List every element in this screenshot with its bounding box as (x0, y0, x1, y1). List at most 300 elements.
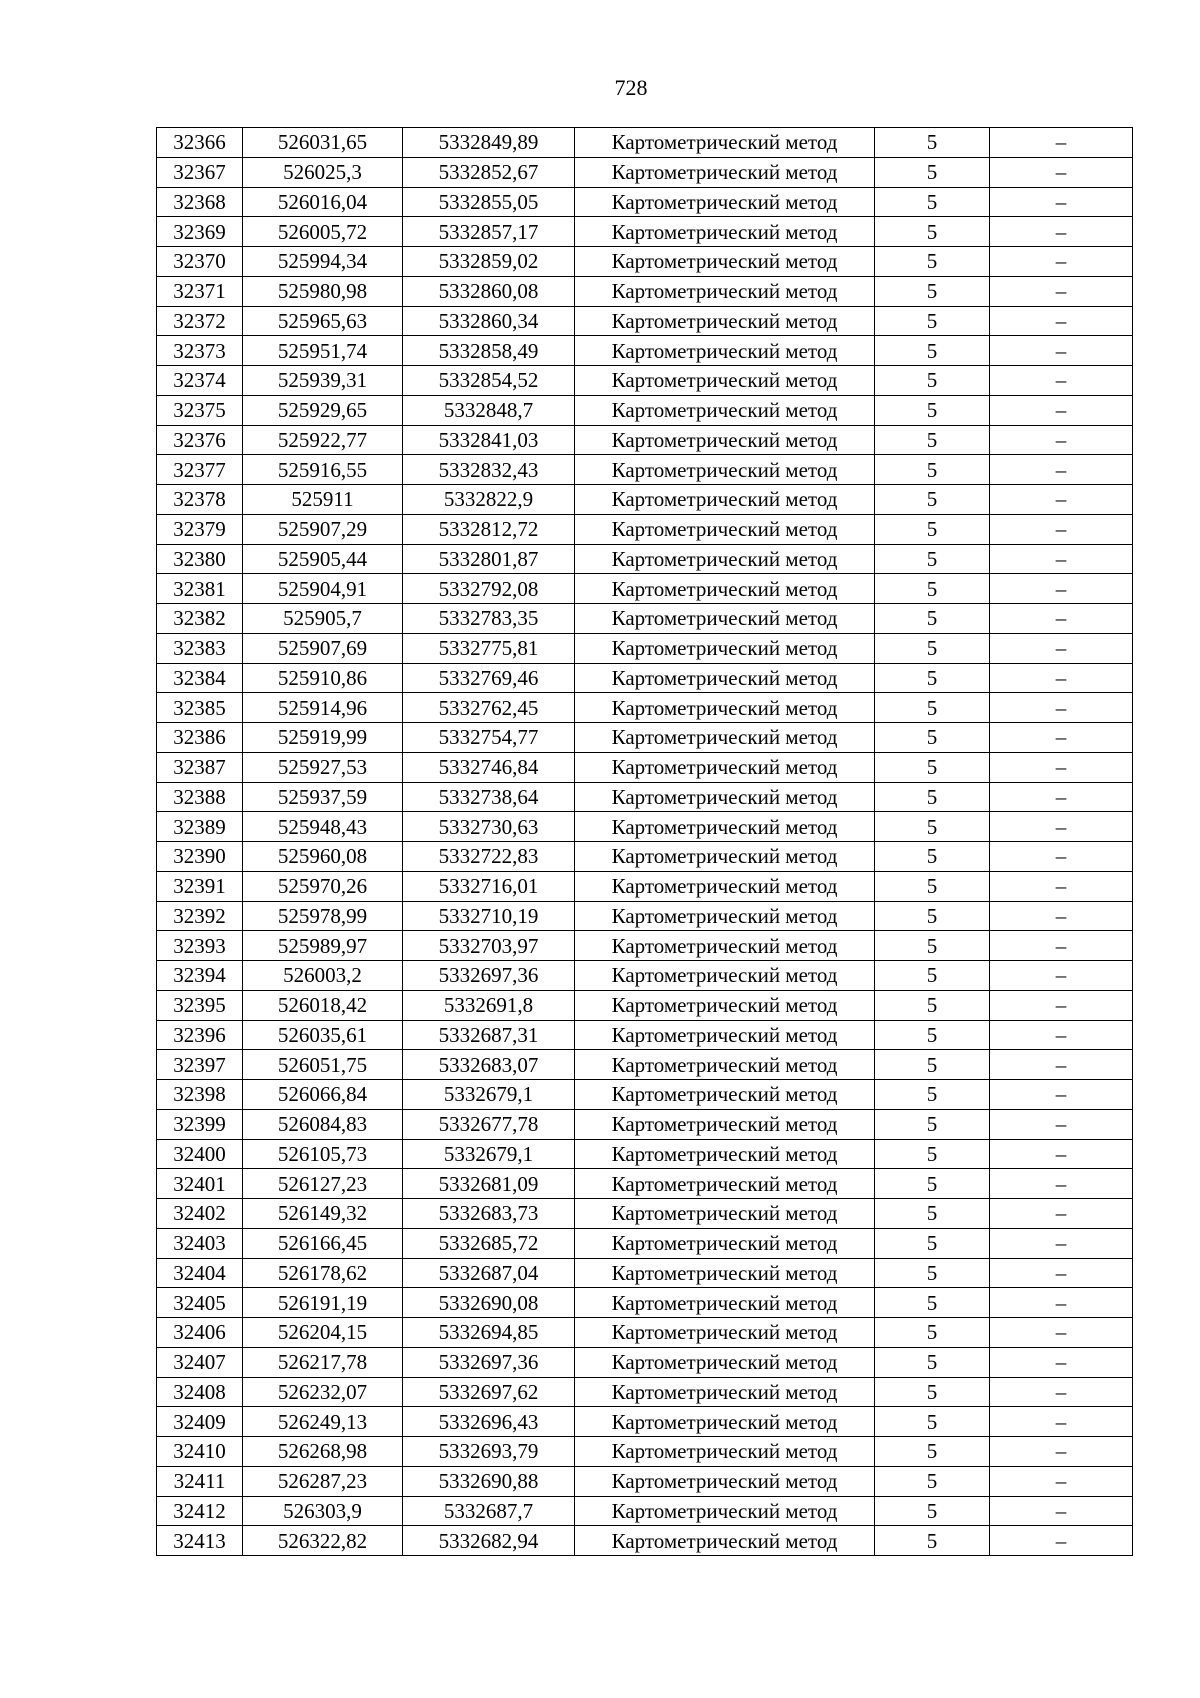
x-coordinate-cell: 525980,98 (243, 276, 403, 306)
note-cell: – (990, 1109, 1133, 1139)
y-coordinate-cell: 5332693,79 (403, 1437, 575, 1467)
method-cell: Картометрический метод (575, 574, 875, 604)
x-coordinate-cell: 526105,73 (243, 1139, 403, 1169)
y-coordinate-cell: 5332683,73 (403, 1199, 575, 1229)
y-coordinate-cell: 5332841,03 (403, 425, 575, 455)
x-coordinate-cell: 525989,97 (243, 931, 403, 961)
accuracy-cell: 5 (875, 157, 990, 187)
method-cell: Картометрический метод (575, 1437, 875, 1467)
method-cell: Картометрический метод (575, 633, 875, 663)
note-cell: – (990, 842, 1133, 872)
point-number-cell: 32407 (157, 1347, 243, 1377)
note-cell: – (990, 157, 1133, 187)
x-coordinate-cell: 526232,07 (243, 1377, 403, 1407)
note-cell: – (990, 782, 1133, 812)
x-coordinate-cell: 525907,69 (243, 633, 403, 663)
note-cell: – (990, 1020, 1133, 1050)
point-number-cell: 32413 (157, 1526, 243, 1556)
note-cell: – (990, 574, 1133, 604)
x-coordinate-cell: 526204,15 (243, 1318, 403, 1348)
note-cell: – (990, 1169, 1133, 1199)
method-cell: Картометрический метод (575, 425, 875, 455)
note-cell: – (990, 514, 1133, 544)
note-cell: – (990, 1080, 1133, 1110)
method-cell: Картометрический метод (575, 604, 875, 634)
x-coordinate-cell: 525939,31 (243, 366, 403, 396)
method-cell: Картометрический метод (575, 276, 875, 306)
x-coordinate-cell: 526031,65 (243, 128, 403, 158)
point-number-cell: 32375 (157, 395, 243, 425)
method-cell: Картометрический метод (575, 723, 875, 753)
accuracy-cell: 5 (875, 663, 990, 693)
table-row (157, 663, 1133, 693)
point-number-cell: 32392 (157, 901, 243, 931)
method-cell: Картометрический метод (575, 187, 875, 217)
accuracy-cell: 5 (875, 247, 990, 277)
y-coordinate-cell: 5332775,81 (403, 633, 575, 663)
y-coordinate-cell: 5332690,88 (403, 1466, 575, 1496)
method-cell: Картометрический метод (575, 812, 875, 842)
y-coordinate-cell: 5332852,67 (403, 157, 575, 187)
y-coordinate-cell: 5332677,78 (403, 1109, 575, 1139)
y-coordinate-cell: 5332860,34 (403, 306, 575, 336)
x-coordinate-cell: 526217,78 (243, 1347, 403, 1377)
table-row (157, 336, 1133, 366)
method-cell: Картометрический метод (575, 990, 875, 1020)
table-row (157, 425, 1133, 455)
note-cell: – (990, 1347, 1133, 1377)
method-cell: Картометрический метод (575, 336, 875, 366)
note-cell: – (990, 455, 1133, 485)
accuracy-cell: 5 (875, 752, 990, 782)
point-number-cell: 32380 (157, 544, 243, 574)
table-row (157, 633, 1133, 663)
x-coordinate-cell: 526025,3 (243, 157, 403, 187)
method-cell: Картометрический метод (575, 1109, 875, 1139)
method-cell: Картометрический метод (575, 752, 875, 782)
x-coordinate-cell: 526191,19 (243, 1288, 403, 1318)
table-row (157, 1407, 1133, 1437)
method-cell: Картометрический метод (575, 1496, 875, 1526)
accuracy-cell: 5 (875, 128, 990, 158)
point-number-cell: 32408 (157, 1377, 243, 1407)
method-cell: Картометрический метод (575, 1169, 875, 1199)
method-cell: Картометрический метод (575, 1377, 875, 1407)
note-cell: – (990, 990, 1133, 1020)
note-cell: – (990, 425, 1133, 455)
point-number-cell: 32394 (157, 961, 243, 991)
method-cell: Картометрический метод (575, 544, 875, 574)
table-row (157, 1318, 1133, 1348)
x-coordinate-cell: 525905,44 (243, 544, 403, 574)
method-cell: Картометрический метод (575, 961, 875, 991)
x-coordinate-cell: 526322,82 (243, 1526, 403, 1556)
y-coordinate-cell: 5332792,08 (403, 574, 575, 604)
point-number-cell: 32402 (157, 1199, 243, 1229)
y-coordinate-cell: 5332822,9 (403, 485, 575, 515)
table-row (157, 842, 1133, 872)
x-coordinate-cell: 525978,99 (243, 901, 403, 931)
y-coordinate-cell: 5332710,19 (403, 901, 575, 931)
method-cell: Картометрический метод (575, 1050, 875, 1080)
method-cell: Картометрический метод (575, 871, 875, 901)
x-coordinate-cell: 525948,43 (243, 812, 403, 842)
method-cell: Картометрический метод (575, 1258, 875, 1288)
table-row (157, 1496, 1133, 1526)
x-coordinate-cell: 526178,62 (243, 1258, 403, 1288)
point-number-cell: 32387 (157, 752, 243, 782)
accuracy-cell: 5 (875, 366, 990, 396)
method-cell: Картометрический метод (575, 514, 875, 544)
accuracy-cell: 5 (875, 1258, 990, 1288)
accuracy-cell: 5 (875, 604, 990, 634)
accuracy-cell: 5 (875, 693, 990, 723)
x-coordinate-cell: 526127,23 (243, 1169, 403, 1199)
y-coordinate-cell: 5332694,85 (403, 1318, 575, 1348)
point-number-cell: 32372 (157, 306, 243, 336)
coordinates-table (156, 127, 1133, 1556)
table-row (157, 247, 1133, 277)
point-number-cell: 32406 (157, 1318, 243, 1348)
note-cell: – (990, 276, 1133, 306)
y-coordinate-cell: 5332769,46 (403, 663, 575, 693)
table-row (157, 1377, 1133, 1407)
y-coordinate-cell: 5332697,36 (403, 961, 575, 991)
x-coordinate-cell: 526084,83 (243, 1109, 403, 1139)
method-cell: Картометрический метод (575, 1199, 875, 1229)
y-coordinate-cell: 5332855,05 (403, 187, 575, 217)
x-coordinate-cell: 525970,26 (243, 871, 403, 901)
note-cell: – (990, 633, 1133, 663)
point-number-cell: 32393 (157, 931, 243, 961)
note-cell: – (990, 247, 1133, 277)
point-number-cell: 32374 (157, 366, 243, 396)
x-coordinate-cell: 525910,86 (243, 663, 403, 693)
table-row (157, 1347, 1133, 1377)
y-coordinate-cell: 5332854,52 (403, 366, 575, 396)
y-coordinate-cell: 5332679,1 (403, 1139, 575, 1169)
point-number-cell: 32404 (157, 1258, 243, 1288)
table-row (157, 1437, 1133, 1467)
note-cell: – (990, 1318, 1133, 1348)
y-coordinate-cell: 5332703,97 (403, 931, 575, 961)
note-cell: – (990, 752, 1133, 782)
x-coordinate-cell: 526303,9 (243, 1496, 403, 1526)
accuracy-cell: 5 (875, 961, 990, 991)
y-coordinate-cell: 5332690,08 (403, 1288, 575, 1318)
accuracy-cell: 5 (875, 217, 990, 247)
point-number-cell: 32409 (157, 1407, 243, 1437)
table-row (157, 1109, 1133, 1139)
accuracy-cell: 5 (875, 1377, 990, 1407)
note-cell: – (990, 485, 1133, 515)
table-row (157, 1080, 1133, 1110)
table-row (157, 812, 1133, 842)
table-row (157, 604, 1133, 634)
table-row (157, 395, 1133, 425)
accuracy-cell: 5 (875, 544, 990, 574)
note-cell: – (990, 931, 1133, 961)
accuracy-cell: 5 (875, 782, 990, 812)
method-cell: Картометрический метод (575, 901, 875, 931)
table-row (157, 544, 1133, 574)
note-cell: – (990, 1199, 1133, 1229)
table-row (157, 217, 1133, 247)
note-cell: – (990, 1496, 1133, 1526)
y-coordinate-cell: 5332783,35 (403, 604, 575, 634)
accuracy-cell: 5 (875, 1437, 990, 1467)
table-row (157, 961, 1133, 991)
accuracy-cell: 5 (875, 1526, 990, 1556)
table-row (157, 1050, 1133, 1080)
table-row (157, 990, 1133, 1020)
page-number: 728 (614, 75, 648, 100)
accuracy-cell: 5 (875, 990, 990, 1020)
table-row (157, 1228, 1133, 1258)
y-coordinate-cell: 5332730,63 (403, 812, 575, 842)
accuracy-cell: 5 (875, 1139, 990, 1169)
table-row (157, 455, 1133, 485)
x-coordinate-cell: 525914,96 (243, 693, 403, 723)
note-cell: – (990, 693, 1133, 723)
note-cell: – (990, 1377, 1133, 1407)
table-row (157, 1169, 1133, 1199)
method-cell: Картометрический метод (575, 1288, 875, 1318)
y-coordinate-cell: 5332754,77 (403, 723, 575, 753)
x-coordinate-cell: 525922,77 (243, 425, 403, 455)
point-number-cell: 32376 (157, 425, 243, 455)
x-coordinate-cell: 525960,08 (243, 842, 403, 872)
method-cell: Картометрический метод (575, 366, 875, 396)
accuracy-cell: 5 (875, 1169, 990, 1199)
accuracy-cell: 5 (875, 395, 990, 425)
accuracy-cell: 5 (875, 485, 990, 515)
point-number-cell: 32369 (157, 217, 243, 247)
point-number-cell: 32403 (157, 1228, 243, 1258)
table-row (157, 1020, 1133, 1050)
point-number-cell: 32382 (157, 604, 243, 634)
note-cell: – (990, 1228, 1133, 1258)
method-cell: Картометрический метод (575, 1318, 875, 1348)
x-coordinate-cell: 525927,53 (243, 752, 403, 782)
y-coordinate-cell: 5332832,43 (403, 455, 575, 485)
y-coordinate-cell: 5332762,45 (403, 693, 575, 723)
accuracy-cell: 5 (875, 1050, 990, 1080)
table-row (157, 931, 1133, 961)
accuracy-cell: 5 (875, 514, 990, 544)
method-cell: Картометрический метод (575, 455, 875, 485)
accuracy-cell: 5 (875, 633, 990, 663)
x-coordinate-cell: 526166,45 (243, 1228, 403, 1258)
accuracy-cell: 5 (875, 1288, 990, 1318)
x-coordinate-cell: 525951,74 (243, 336, 403, 366)
table-row (157, 693, 1133, 723)
table-row (157, 187, 1133, 217)
x-coordinate-cell: 525937,59 (243, 782, 403, 812)
x-coordinate-cell: 526066,84 (243, 1080, 403, 1110)
accuracy-cell: 5 (875, 276, 990, 306)
point-number-cell: 32368 (157, 187, 243, 217)
method-cell: Картометрический метод (575, 485, 875, 515)
x-coordinate-cell: 526249,13 (243, 1407, 403, 1437)
accuracy-cell: 5 (875, 187, 990, 217)
point-number-cell: 32366 (157, 128, 243, 158)
x-coordinate-cell: 525905,7 (243, 604, 403, 634)
method-cell: Картометрический метод (575, 693, 875, 723)
method-cell: Картометрический метод (575, 247, 875, 277)
note-cell: – (990, 306, 1133, 336)
note-cell: – (990, 1407, 1133, 1437)
accuracy-cell: 5 (875, 931, 990, 961)
y-coordinate-cell: 5332859,02 (403, 247, 575, 277)
point-number-cell: 32377 (157, 455, 243, 485)
point-number-cell: 32405 (157, 1288, 243, 1318)
y-coordinate-cell: 5332687,04 (403, 1258, 575, 1288)
y-coordinate-cell: 5332687,7 (403, 1496, 575, 1526)
table-row (157, 514, 1133, 544)
x-coordinate-cell: 526268,98 (243, 1437, 403, 1467)
x-coordinate-cell: 525919,99 (243, 723, 403, 753)
y-coordinate-cell: 5332681,09 (403, 1169, 575, 1199)
y-coordinate-cell: 5332857,17 (403, 217, 575, 247)
accuracy-cell: 5 (875, 1496, 990, 1526)
point-number-cell: 32373 (157, 336, 243, 366)
note-cell: – (990, 1139, 1133, 1169)
accuracy-cell: 5 (875, 1228, 990, 1258)
y-coordinate-cell: 5332697,36 (403, 1347, 575, 1377)
point-number-cell: 32367 (157, 157, 243, 187)
table-row (157, 1288, 1133, 1318)
point-number-cell: 32388 (157, 782, 243, 812)
table-row (157, 485, 1133, 515)
table-row (157, 901, 1133, 931)
accuracy-cell: 5 (875, 1080, 990, 1110)
point-number-cell: 32410 (157, 1437, 243, 1467)
note-cell: – (990, 544, 1133, 574)
method-cell: Картометрический метод (575, 1228, 875, 1258)
table-row (157, 1258, 1133, 1288)
method-cell: Картометрический метод (575, 1020, 875, 1050)
table-row (157, 1199, 1133, 1229)
note-cell: – (990, 1526, 1133, 1556)
accuracy-cell: 5 (875, 1020, 990, 1050)
x-coordinate-cell: 526287,23 (243, 1466, 403, 1496)
note-cell: – (990, 366, 1133, 396)
accuracy-cell: 5 (875, 1407, 990, 1437)
point-number-cell: 32386 (157, 723, 243, 753)
accuracy-cell: 5 (875, 455, 990, 485)
method-cell: Картометрический метод (575, 1347, 875, 1377)
x-coordinate-cell: 526005,72 (243, 217, 403, 247)
note-cell: – (990, 336, 1133, 366)
point-number-cell: 32395 (157, 990, 243, 1020)
accuracy-cell: 5 (875, 1109, 990, 1139)
accuracy-cell: 5 (875, 1318, 990, 1348)
point-number-cell: 32412 (157, 1496, 243, 1526)
point-number-cell: 32399 (157, 1109, 243, 1139)
x-coordinate-cell: 526003,2 (243, 961, 403, 991)
point-number-cell: 32401 (157, 1169, 243, 1199)
method-cell: Картометрический метод (575, 842, 875, 872)
method-cell: Картометрический метод (575, 782, 875, 812)
table-row (157, 1526, 1133, 1556)
point-number-cell: 32383 (157, 633, 243, 663)
method-cell: Картометрический метод (575, 395, 875, 425)
point-number-cell: 32411 (157, 1466, 243, 1496)
point-number-cell: 32391 (157, 871, 243, 901)
note-cell: – (990, 901, 1133, 931)
method-cell: Картометрический метод (575, 1526, 875, 1556)
accuracy-cell: 5 (875, 1347, 990, 1377)
coordinates-table-body (157, 128, 1133, 1556)
y-coordinate-cell: 5332687,31 (403, 1020, 575, 1050)
y-coordinate-cell: 5332716,01 (403, 871, 575, 901)
point-number-cell: 32390 (157, 842, 243, 872)
note-cell: – (990, 1258, 1133, 1288)
method-cell: Картометрический метод (575, 1407, 875, 1437)
y-coordinate-cell: 5332691,8 (403, 990, 575, 1020)
y-coordinate-cell: 5332860,08 (403, 276, 575, 306)
x-coordinate-cell: 525911 (243, 485, 403, 515)
y-coordinate-cell: 5332722,83 (403, 842, 575, 872)
table-row (157, 1139, 1133, 1169)
x-coordinate-cell: 525965,63 (243, 306, 403, 336)
point-number-cell: 32397 (157, 1050, 243, 1080)
accuracy-cell: 5 (875, 574, 990, 604)
y-coordinate-cell: 5332812,72 (403, 514, 575, 544)
y-coordinate-cell: 5332849,89 (403, 128, 575, 158)
method-cell: Картометрический метод (575, 217, 875, 247)
x-coordinate-cell: 526035,61 (243, 1020, 403, 1050)
x-coordinate-cell: 525994,34 (243, 247, 403, 277)
note-cell: – (990, 1437, 1133, 1467)
method-cell: Картометрический метод (575, 306, 875, 336)
note-cell: – (990, 217, 1133, 247)
y-coordinate-cell: 5332685,72 (403, 1228, 575, 1258)
point-number-cell: 32378 (157, 485, 243, 515)
y-coordinate-cell: 5332746,84 (403, 752, 575, 782)
note-cell: – (990, 128, 1133, 158)
point-number-cell: 32389 (157, 812, 243, 842)
table-row (157, 723, 1133, 753)
x-coordinate-cell: 526149,32 (243, 1199, 403, 1229)
note-cell: – (990, 723, 1133, 753)
y-coordinate-cell: 5332738,64 (403, 782, 575, 812)
method-cell: Картометрический метод (575, 1139, 875, 1169)
table-row (157, 782, 1133, 812)
table-row (157, 1466, 1133, 1496)
accuracy-cell: 5 (875, 425, 990, 455)
accuracy-cell: 5 (875, 871, 990, 901)
accuracy-cell: 5 (875, 842, 990, 872)
x-coordinate-cell: 526016,04 (243, 187, 403, 217)
table-row (157, 128, 1133, 158)
point-number-cell: 32381 (157, 574, 243, 604)
accuracy-cell: 5 (875, 1466, 990, 1496)
method-cell: Картометрический метод (575, 157, 875, 187)
x-coordinate-cell: 525904,91 (243, 574, 403, 604)
table-row (157, 871, 1133, 901)
accuracy-cell: 5 (875, 1199, 990, 1229)
note-cell: – (990, 1466, 1133, 1496)
x-coordinate-cell: 525907,29 (243, 514, 403, 544)
point-number-cell: 32398 (157, 1080, 243, 1110)
table-row (157, 574, 1133, 604)
x-coordinate-cell: 526018,42 (243, 990, 403, 1020)
y-coordinate-cell: 5332682,94 (403, 1526, 575, 1556)
point-number-cell: 32370 (157, 247, 243, 277)
method-cell: Картометрический метод (575, 663, 875, 693)
